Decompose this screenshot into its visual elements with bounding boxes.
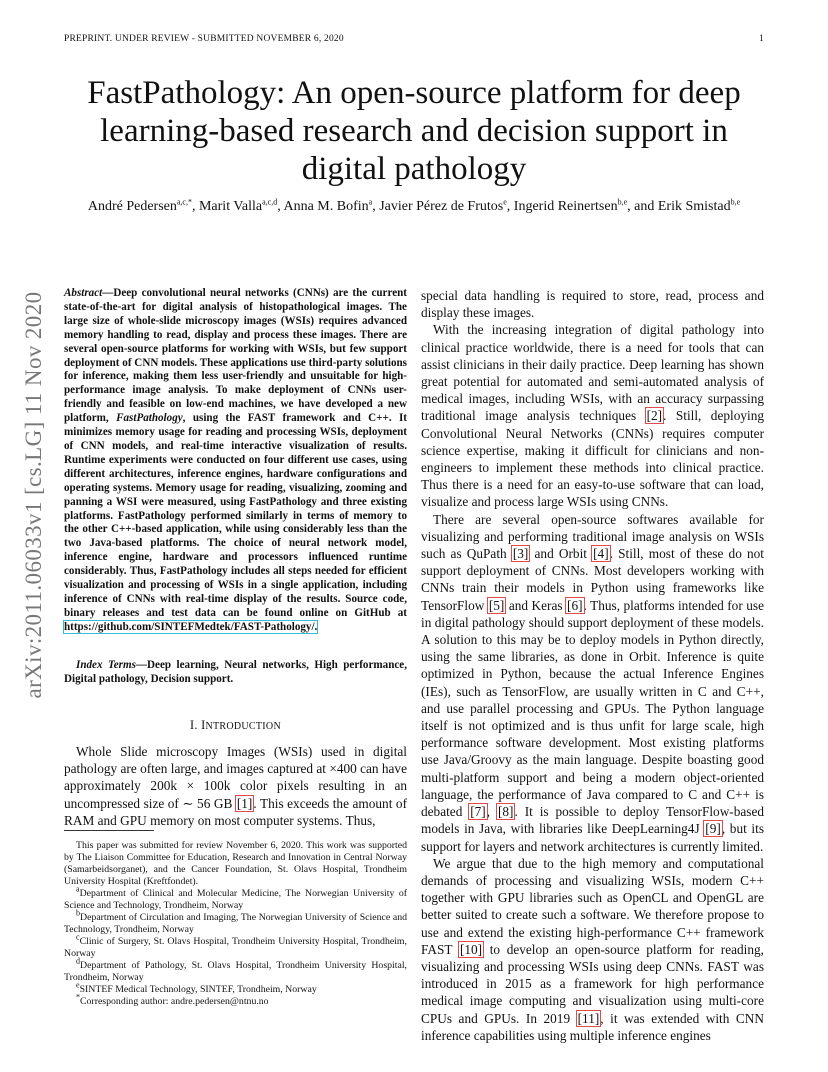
corresponding-author-text: Corresponding author: andre.pedersen@ntnu.no <box>80 996 269 1007</box>
section-title-initial: I <box>201 718 206 732</box>
abstract <box>64 287 407 635</box>
corresponding-author-note <box>64 992 407 1008</box>
index-terms-label: Index Terms <box>76 659 136 671</box>
affiliation-text: Department of Clinical and Molecular Medicine, The Norwegian University of Science and Technology, Trondheim, Norway <box>64 888 407 911</box>
paragraph-text: . Still, deploying Convolutional Neural Networks (CNNs) requires computer science expertise, making it difficult for clinicians and non-engineers to implement these methods into clinical practice. Thus there is a need for an easy-to-use software that can load, visualize and process large WSIs using CNNs. <box>421 408 764 510</box>
affiliation-mark: c <box>76 932 80 942</box>
author: Anna M. Bofin <box>283 199 369 214</box>
affiliation-mark: d <box>76 956 80 966</box>
author-list: André Pedersen$^{a,c,*}$, Marit Valla$^{a,c,d}$, Anna M. Bofin$^a$, Javier Pérez de Frutos$^e$, Ingerid Reinertsen$^{b,e}$, and Erik Smistad$^{b,e}$ <box>87 197 741 214</box>
affiliation-mark: a <box>368 197 373 207</box>
paragraph-text: Whole Slide microscopy Images (WSIs) used in digital pathology are often large, and images captured at ×400 can have approximately 200k × 100k color pixels resulting in an uncompressed size of ∼ 56 GB <box>64 744 407 811</box>
paragraph <box>421 855 764 1044</box>
paragraph: special data handling is required to store, read, process and display these images. <box>421 288 764 321</box>
running-header <box>64 34 764 44</box>
affiliation-note <box>64 956 407 984</box>
author: Ingerid Reinertsen <box>513 199 618 214</box>
page-number: 1 <box>759 34 764 44</box>
paragraph-text: and Orbit <box>529 546 593 562</box>
affiliation-mark: e <box>76 980 80 990</box>
affiliation-text: SINTEF Medical Technology, SINTEF, Trondheim, Norway <box>79 984 317 995</box>
citation-link[interactable]: [2] <box>646 408 663 424</box>
paragraph-text: , but its support for layers and network architectures is currently limited. <box>421 821 764 854</box>
citation-link[interactable]: [9] <box>705 821 721 837</box>
paragraph <box>421 511 764 855</box>
paragraph-text: . It is possible to deploy TensorFlow-based models in Java, with libraries like DeepLearning4J <box>421 804 765 837</box>
abstract-label: Abstract <box>64 287 103 299</box>
citation-link[interactable]: [6] <box>567 597 583 613</box>
section-title-rest: NTRODUCTION <box>205 721 281 732</box>
github-link[interactable]: https://github.com/SINTEFMedtek/FAST-Pathology/. <box>64 620 318 633</box>
paper-title: FastPathology: An open-source platform for deep learning-based research and decision support in digital pathology <box>87 75 741 187</box>
section-heading-introduction <box>64 718 407 733</box>
citation-link[interactable]: [5] <box>488 597 505 613</box>
footnote-rule <box>64 830 154 831</box>
affiliation-mark: a,c,* <box>176 197 192 207</box>
abstract-text: —Deep convolutional neural networks (CNNs) are the current state-of-the-art for digital analysis of histopathological images. The large size of whole-slide microscopy images (WSIs) requires advanced memory handling to read, display and process these images. There are several open-source platforms for working with WSIs, but few support deployment of CNN models. These applications use third-party solutions for inference, making them less user-friendly and unsuitable for high-performance image analysis. To make deployment of CNNs user-friendly and feasible on low-end machines, we have developed a new platform, <box>64 287 407 425</box>
section-number: I. <box>190 718 198 732</box>
paragraph-text: to develop an open-source platform for reading, visualizing and processing WSIs using deep CNNs. FAST was introduced in 2015 as a framework for high performance medical image computing and visualization using multi-core CPUs and GPUs. In 2019 <box>421 941 764 1026</box>
citation-link[interactable]: [7] <box>470 804 486 820</box>
funding-note: This paper was submitted for review November 6, 2020. This work was supported by The Liaison Committee for Education, Research and Innovation in Central Norway (Samarbeidsorganet), and the Cancer Foundation, St. Olavs Hospital, Trondheim University Hospital (Kreftfondet). <box>64 840 407 887</box>
affiliation-note <box>64 932 407 960</box>
citation-link[interactable]: [10] <box>459 941 483 957</box>
citation-link[interactable]: [8] <box>497 804 514 820</box>
running-header-text: PREPRINT. UNDER REVIEW - SUBMITTED NOVEMBER 6, 2020 <box>64 34 344 44</box>
citation-link[interactable]: [11] <box>577 1010 600 1026</box>
paragraph-text: and Keras <box>505 597 567 613</box>
affiliation-note <box>64 980 407 996</box>
right-column <box>421 287 764 1044</box>
paragraph-text: . Thus, platforms intended for use in digital pathology should support deployment of these models. A solution to this may be to deploy models in Python directly, using the same libraries, as done in Orbit. Inference is quite optimized in Python, because the actual Inference Engines (IEs), such as TensorFlow, are usually written in C and C++, and use parallel processing and GPUs. The Python language itself is not optimized and is thus unfit for large scale, high performance software development. Most existing platforms use Java/Groovy as the main language. Despite boasting good multi-platform support and being a modern object-oriented language, the performance of Java compared to C and C++ is debated <box>421 597 764 820</box>
affiliation-mark: b,e <box>730 197 741 207</box>
paragraph-text: , <box>486 804 497 820</box>
author: Erik Smistad <box>657 199 731 214</box>
abstract-text: , using the FAST framework and C++. It minimizes memory usage for reading and processing WSIs, deployment of CNN models, and real-time interactive visualization of results. Runtime experiments were conducted on four different use cases, using different architectures, inference engines, hardware configurations and operating systems. Memory usage for reading, visualizing, zooming and panning a WSI were measured, using FastPathology and three existing platforms. FastPathology performed similarly in terms of memory to the other C++-based application, while using considerably less than the two Java-based platforms. The choice of neural network model, inference engine, hardware and processors influenced runtime considerably. Thus, FastPathology includes all steps needed for efficient visualization and processing of WSIs in a single application, including inference of CNNs with real-time display of the results. Source code, binary releases and test data can be found online on GitHub at <box>64 412 408 619</box>
citation-link[interactable]: [1] <box>236 795 253 811</box>
affiliation-mark: b <box>76 908 80 918</box>
paragraph-text: , it was extended with CNN inference capabilities using multiple inference engines <box>421 1010 764 1043</box>
affiliation-mark: * <box>76 992 80 1002</box>
author: Javier Pérez de Frutos <box>379 199 504 214</box>
paragraph-text: There are several open-source softwares available for visualizing and performing traditional image analysis on WSIs such as QuPath <box>421 511 764 562</box>
affiliation-note <box>64 884 407 912</box>
author: André Pedersen <box>87 199 177 214</box>
affiliation-text: Department of Pathology, St. Olavs Hospital, Trondheim University Hospital, Trondheim, Norway <box>64 960 407 983</box>
intro-paragraph <box>64 743 407 829</box>
citation-link[interactable]: [3] <box>512 546 529 562</box>
footnotes <box>64 840 407 1008</box>
author: Marit Valla <box>198 199 263 214</box>
affiliation-mark: a <box>76 884 80 894</box>
affiliation-note <box>64 908 407 936</box>
affiliation-text: Clinic of Surgery, St. Olavs Hospital, Trondheim University Hospital, Trondheim, Norway <box>64 936 407 959</box>
paragraph-text: We argue that due to the high memory and computational demands of processing and visualizing WSIs, modern C++ together with GPU libraries such as OpenCL and OpenGL are better suited to create such a software. We therefore propose to use and extend the existing high-performance C++ framework FAST <box>421 855 764 957</box>
affiliation-mark: a,c,d <box>262 197 278 207</box>
index-terms-text: —Deep learning, Neural networks, High performance, Digital pathology, Decision support. <box>64 659 407 685</box>
paragraph-text: With the increasing integration of digital pathology into clinical practice worldwide, there is a need for tools that can assist clinicians in their daily practice. Deep learning has shown great potential for automated and semi-automated analysis of medical images, including WSIs, with an accuracy surpassing traditional image analysis techniques <box>421 322 764 424</box>
arxiv-side-stamp <box>14 280 54 710</box>
arxiv-identifier: arXiv:2011.06033v1 [cs.LG] 11 Nov 2020 <box>21 291 46 699</box>
citation-link[interactable]: [4] <box>593 546 609 562</box>
index-terms <box>64 659 407 687</box>
paragraph <box>421 321 764 510</box>
affiliation-mark: b,e <box>617 197 628 207</box>
paragraph-text: . This exceeds the amount of RAM and GPU memory on most computer systems. Thus, <box>64 795 407 828</box>
paragraph-text: . Still, most of these do not support deployment of CNNs. Most developers working with CNNs train their models in Python using frameworks like TensorFlow <box>421 546 764 613</box>
affiliation-text: Department of Circulation and Imaging, The Norwegian University of Science and Technology, Trondheim, Norway <box>64 912 407 935</box>
platform-name: FastPathology <box>116 412 183 425</box>
affiliation-mark: e <box>503 197 507 207</box>
